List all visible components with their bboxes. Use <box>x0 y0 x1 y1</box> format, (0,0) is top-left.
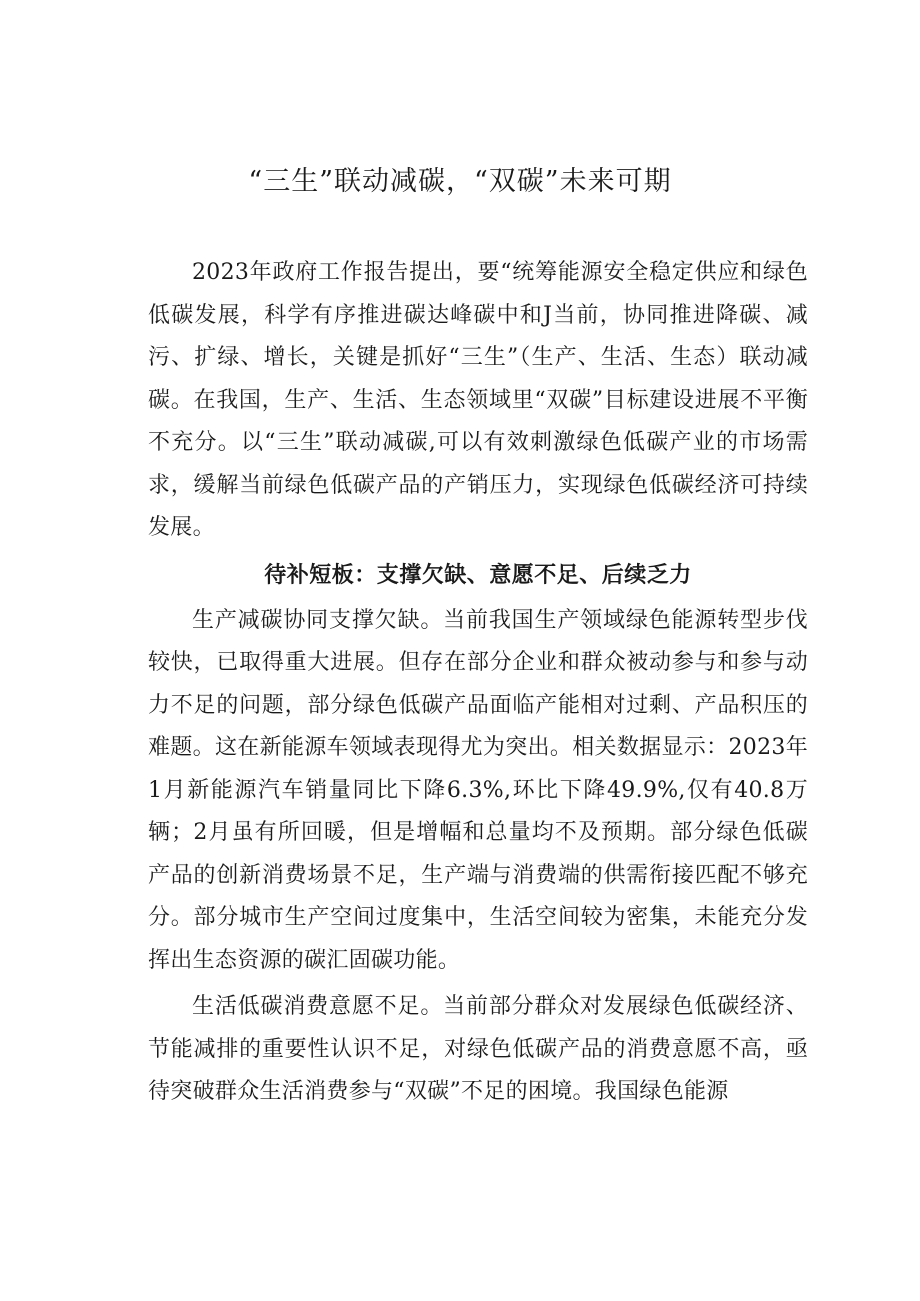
consumption-paragraph: 生活低碳消费意愿不足。当前部分群众对发展绿色低碳经济、节能减排的重要性认识不足，对绿色低碳产品的消费意愿不高，亟待突破群众生活消费参与“双碳”不足的困境。我国绿色能源 <box>148 994 808 1104</box>
document-title: “三生”联动减碳，“双碳”未来可期 <box>248 166 672 197</box>
document-body <box>148 252 808 1114</box>
production-paragraph: 生产减碳协同支撑欠缺。当前我国生产领域绿色能源转型步伐较快，已取得重大进展。但存在部分企业和群众被动参与和参与动力不足的问题，部分绿色低碳产品面临产能相对过剩、产品积压的难题。这在新能源车领域表现得尤为突出。相关数据显示：2023年1月新能源汽车销量同比下降6.3%,环比下降49.9%,仅有40.8万辆；2月虽有所回暖，但是增幅和总量均不及预期。部分绿色低碳产品的创新消费场景不足，生产端与消费端的供需衔接匹配不够充分。部分城市生产空间过度集中，生活空间较为密集，未能充分发挥出生态资源的碳汇固碳功能。 <box>148 607 808 973</box>
intro-paragraph: 2023年政府工作报告提出，要“统筹能源安全稳定供应和绿色低碳发展，科学有序推进碳达峰碳中和J当前，协同推进降碳、减污、扩绿、增长，关键是抓好“三生”（生产、生活、生态）联动减碳。在我国，生产、生活、生态领域里“双碳”目标建设进展不平衡不充分。以“三生”联动减碳,可以有效刺激绿色低碳产业的市场需求，缓解当前绿色低碳产品的产销压力，实现绿色低碳经济可持续发展。 <box>148 260 808 540</box>
section-heading: 待补短板：支撑欠缺、意愿不足、后续乏力 <box>264 562 692 588</box>
